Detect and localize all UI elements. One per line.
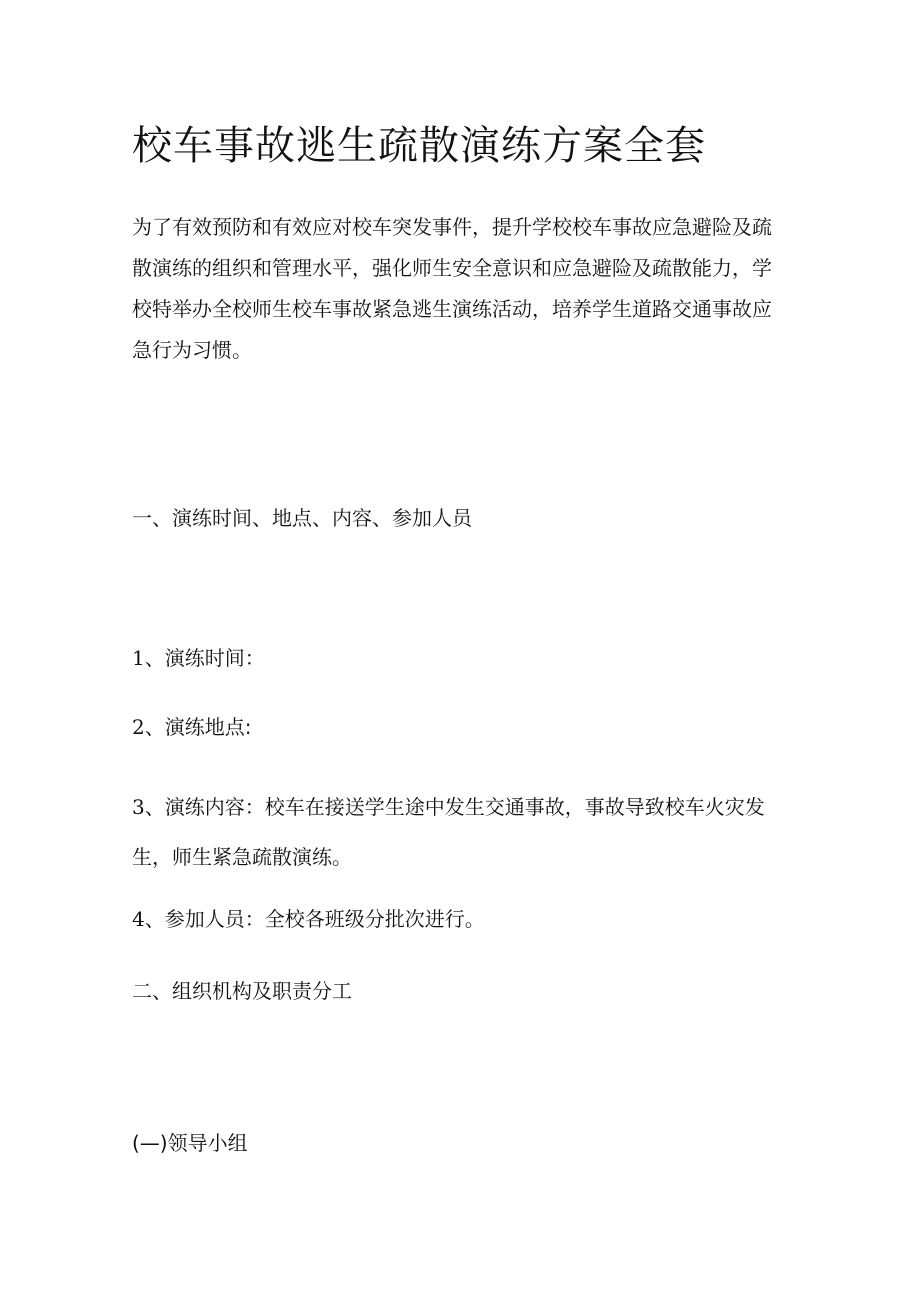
- list-item-4: [132, 904, 782, 934]
- list-item-2-text: 、演练地点:: [144, 715, 252, 739]
- list-item-1-text: 、演练时间：: [144, 646, 265, 670]
- list-item-1-number: 1: [132, 646, 145, 670]
- list-item-4-text: 、参加人员：全校各班级分批次进行。: [144, 907, 485, 931]
- document-title: 校车事故逃生疏散演练方案全套: [132, 123, 706, 169]
- list-item-3: [132, 782, 782, 882]
- subsection-1-heading: (—)领导小组: [132, 1131, 248, 1155]
- list-item-1: [132, 643, 782, 673]
- list-item-3-text: 、演练内容：校车在接送学生途中发生交通事故，事故导致校车火灾发生，师生紧急疏散演练。: [132, 795, 765, 869]
- list-item-4-number: 4: [132, 907, 145, 931]
- section-1-heading: 一、演练时间、地点、内容、参加人员: [132, 506, 472, 530]
- list-item-3-number: 3: [132, 795, 145, 819]
- section-2-heading: 二、组织机构及职责分工: [132, 979, 352, 1003]
- list-item-2-number: 2: [132, 715, 145, 739]
- intro-paragraph: 为了有效预防和有效应对校车突发事件，提升学校校车事故应急避险及疏散演练的组织和管理水平，强化师生安全意识和应急避险及疏散能力，学校特举办全校师生校车事故紧急逃生演练活动，培养学生道路交通事故应急行为习惯。: [132, 215, 772, 362]
- list-item-2: [132, 712, 782, 742]
